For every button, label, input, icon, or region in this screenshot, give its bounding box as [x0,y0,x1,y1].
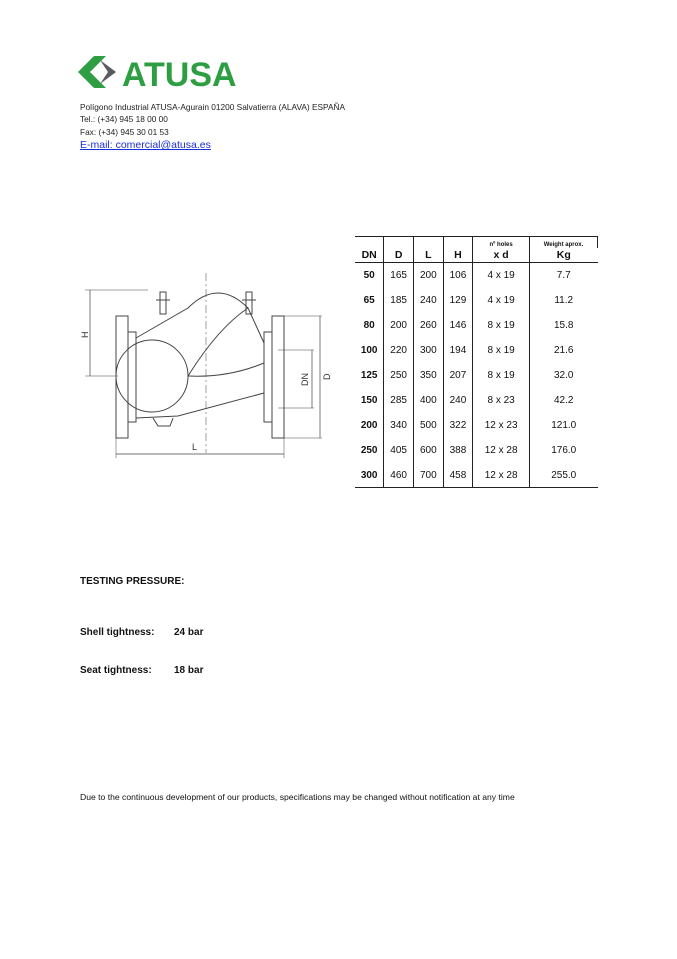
header-holes: x d [473,248,530,263]
shell-tightness-row [80,627,204,638]
logo-text: ATUSA [122,56,237,94]
label-h: H [80,331,90,338]
seat-tightness-row [80,665,204,676]
table-header-row [355,248,598,263]
table-row: 300 460 700 458 12 x 28 255.0 [355,463,598,488]
disclaimer: Due to the continuous development of our products, specifications may be changed without notification at any time [80,792,515,802]
table-subheader-row [355,237,598,249]
valve-drawing [78,268,338,468]
header-l: L [413,248,443,263]
holes-subheader: nº holes [473,237,530,249]
contact-block [80,101,345,152]
table-row: 65 185 240 129 4 x 19 11.2 [355,288,598,313]
atusa-logo [78,50,278,94]
fax: Fax: (+34) 945 30 01 53 [80,126,169,137]
label-d: D [322,373,332,380]
label-dn: DN [300,373,310,386]
table-row: 100 220 300 194 8 x 19 21.6 [355,338,598,363]
email-link[interactable]: E-mail: comercial@atusa.es [80,139,211,152]
shell-tightness-value: 24 bar [174,627,204,638]
label-l: L [192,442,198,452]
address: Polígono Industrial ATUSA-Agurain 01200 Salvatierra (ALAVA) ESPAÑA [80,102,346,112]
table-row: 250 405 600 388 12 x 28 176.0 [355,438,598,463]
header-kg: Kg [529,248,597,263]
shell-tightness-label: Shell tightness: [80,627,155,638]
table-row: 80 200 260 146 8 x 19 15.8 [355,313,598,338]
logo-arrow-icon [78,56,106,88]
header-d: D [384,248,414,263]
table-row: 50 165 200 106 4 x 19 7.7 [355,263,598,289]
table-row: 200 340 500 322 12 x 23 121.0 [355,413,598,438]
header-h: H [443,248,473,263]
header-dn: DN [355,248,384,263]
dimension-table [355,236,598,488]
seat-tightness-label: Seat tightness: [80,665,152,676]
testing-pressure-title: TESTING PRESSURE: [80,576,185,587]
telephone: Tel.: (+34) 945 18 00 00 [80,114,168,125]
seat-tightness-value: 18 bar [174,665,204,676]
table-row: 125 250 350 207 8 x 19 32.0 [355,363,598,388]
weight-subheader: Weight aprox. [529,237,597,249]
table-row: 150 285 400 240 8 x 23 42.2 [355,388,598,413]
